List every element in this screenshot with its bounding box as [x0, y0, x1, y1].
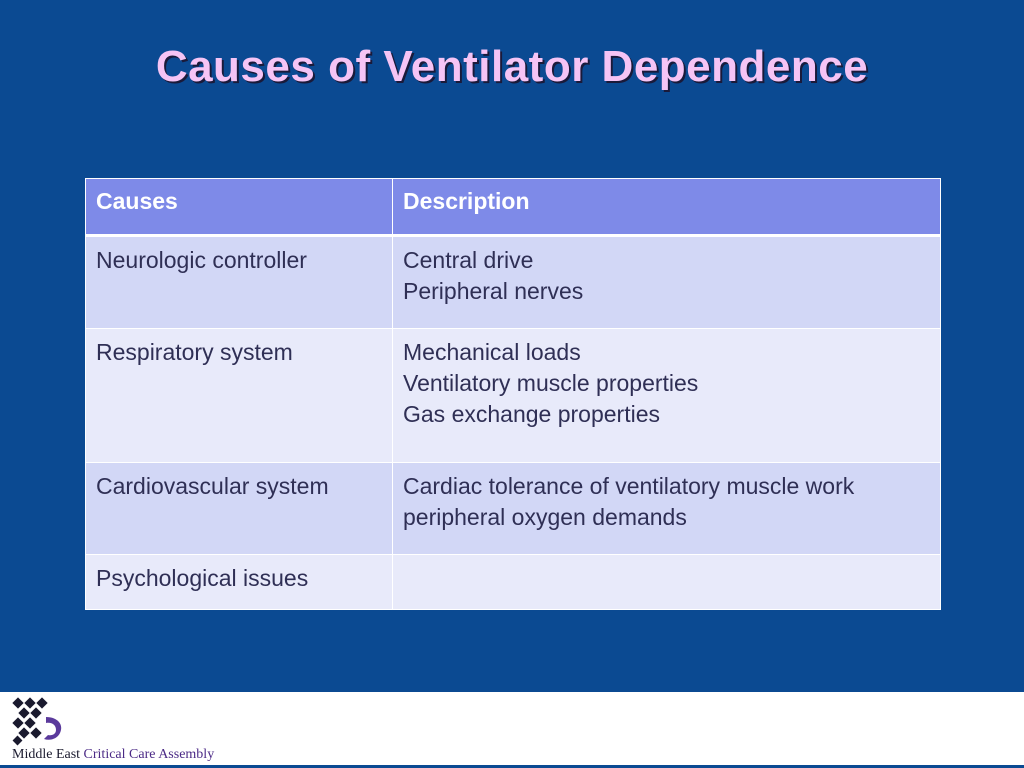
organization-name	[12, 747, 214, 763]
cause-cell: Neurologic controller	[86, 236, 393, 329]
description-cell	[393, 555, 941, 610]
org-name-part2: Critical Care Assembly	[83, 747, 215, 762]
description-line: Gas exchange properties	[403, 401, 660, 427]
description-line: Cardiac tolerance of ventilatory muscle work	[403, 473, 855, 499]
cause-cell: Cardiovascular system	[86, 463, 393, 555]
causes-table-container	[85, 178, 940, 610]
table-row	[86, 236, 941, 329]
table-row	[86, 555, 941, 610]
description-line: Central drive	[403, 247, 534, 273]
table-row	[86, 329, 941, 463]
description-line: Peripheral nerves	[403, 278, 584, 304]
description-line: Mechanical loads	[403, 339, 581, 365]
description-cell	[393, 236, 941, 329]
table-header-row	[86, 179, 941, 236]
header-description: Description	[393, 179, 941, 236]
description-line: peripheral oxygen demands	[403, 504, 687, 530]
org-name-part1: Middle East	[12, 747, 81, 762]
assembly-logo-icon	[10, 697, 70, 747]
cause-cell: Psychological issues	[86, 555, 393, 610]
description-line: Ventilatory muscle properties	[403, 370, 699, 396]
cause-cell: Respiratory system	[86, 329, 393, 463]
table-row	[86, 463, 941, 555]
header-causes: Causes	[86, 179, 393, 236]
description-cell	[393, 329, 941, 463]
slide-title: Causes of Ventilator Dependence	[155, 42, 869, 91]
footer-divider	[0, 690, 1024, 692]
description-cell	[393, 463, 941, 555]
causes-table	[85, 178, 941, 610]
